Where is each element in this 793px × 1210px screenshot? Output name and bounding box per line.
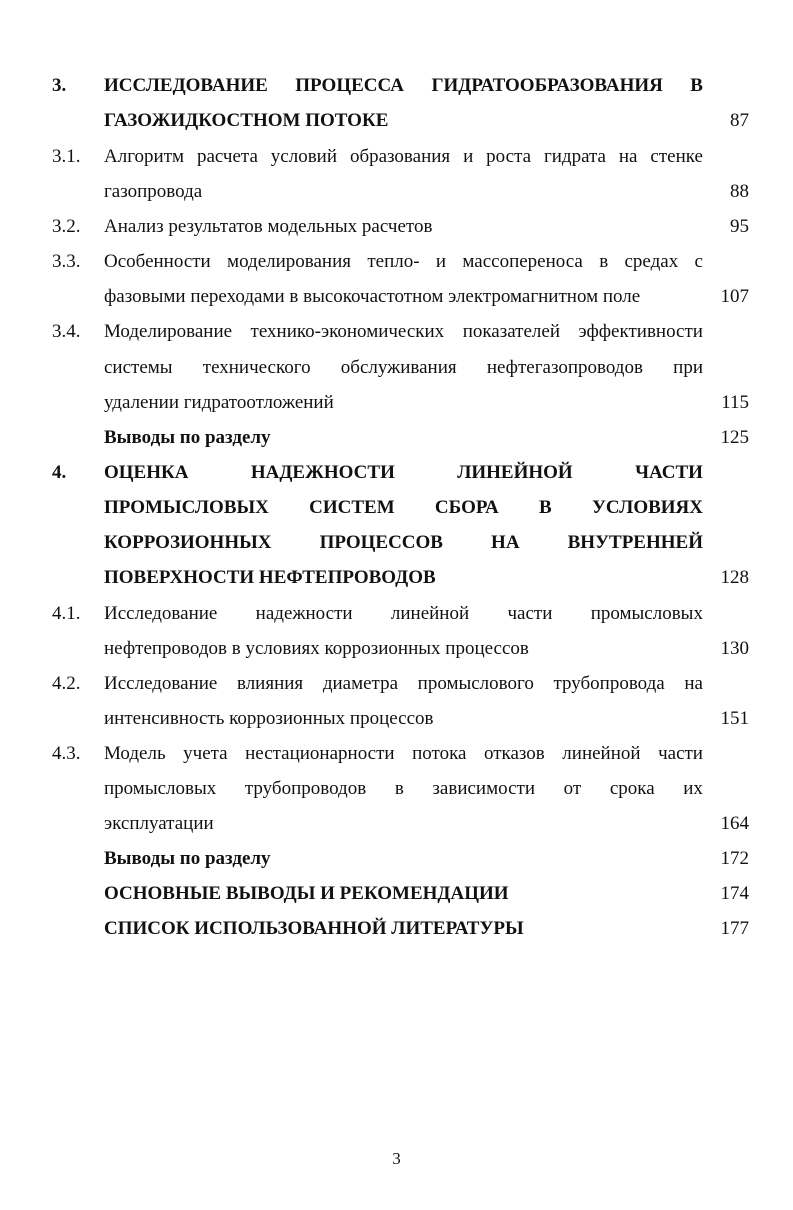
toc-entry-3-4-cont2 xyxy=(0,385,793,420)
entry-title-line: Особенности моделирования тепло- и массопереноса в средах с xyxy=(104,251,703,272)
entry-number: 4.1. xyxy=(52,603,81,624)
entry-number: 3.4. xyxy=(52,321,81,342)
toc-entry-4-cont xyxy=(0,490,793,525)
toc-entry-conclusions-4 xyxy=(0,841,793,876)
entry-page-number: 174 xyxy=(720,883,749,904)
entry-title-line: Исследование влияния диаметра промыслового трубопровода на xyxy=(104,673,703,694)
entry-page-number: 128 xyxy=(720,567,749,588)
toc-entry-3-3 xyxy=(0,244,793,279)
entry-title-line: ПОВЕРХНОСТИ НЕФТЕПРОВОДОВ xyxy=(104,567,436,588)
entry-title-line: Алгоритм расчета условий образования и роста гидрата на стенке xyxy=(104,146,703,167)
entry-page-number: 88 xyxy=(730,181,749,202)
entry-number: 3.1. xyxy=(52,146,81,167)
toc-entry-4-1 xyxy=(0,596,793,631)
toc-entry-4-1-cont xyxy=(0,631,793,666)
entry-page-number: 177 xyxy=(720,918,749,939)
toc-entry-4-3 xyxy=(0,736,793,771)
toc-entry-3-4 xyxy=(0,314,793,349)
entry-title-line: интенсивность коррозионных процессов xyxy=(104,708,434,729)
entry-page-number: 130 xyxy=(720,638,749,659)
toc-entry-4-cont2 xyxy=(0,525,793,560)
toc-entry-4 xyxy=(0,455,793,490)
entry-number: 4. xyxy=(52,462,67,483)
toc-entry-3-3-cont xyxy=(0,279,793,314)
entry-title-line: ИССЛЕДОВАНИЕ ПРОЦЕССА ГИДРАТООБРАЗОВАНИЯ В xyxy=(104,75,703,96)
toc-entry-3-4-cont xyxy=(0,350,793,385)
toc-entry-main-conclusions xyxy=(0,876,793,911)
toc-entry-4-cont3 xyxy=(0,560,793,595)
toc-entry-3 xyxy=(0,68,793,103)
entry-page-number: 125 xyxy=(720,427,749,448)
entry-title-line: системы технического обслуживания нефтегазопроводов при xyxy=(104,357,703,378)
entry-page-number: 107 xyxy=(720,286,749,307)
entry-number: 4.2. xyxy=(52,673,81,694)
entry-page-number: 164 xyxy=(720,813,749,834)
entry-number: 3.2. xyxy=(52,216,81,237)
entry-title-line: Исследование надежности линейной части промысловых xyxy=(104,603,703,624)
entry-title-line: эксплуатации xyxy=(104,813,214,834)
entry-title-line: газопровода xyxy=(104,181,203,202)
toc-entry-3-1-cont xyxy=(0,174,793,209)
entry-page-number: 172 xyxy=(720,848,749,869)
entry-title-line: фазовыми переходами в высокочастотном электромагнитном поле xyxy=(104,286,641,307)
entry-page-number: 151 xyxy=(720,708,749,729)
toc-entry-4-2-cont xyxy=(0,701,793,736)
entry-title-line: промысловых трубопроводов в зависимости от срока их xyxy=(104,778,703,799)
toc-entry-4-3-cont2 xyxy=(0,806,793,841)
entry-page-number: 95 xyxy=(730,216,749,237)
entry-title-line: удалении гидратоотложений xyxy=(104,392,334,413)
entry-title-line: СПИСОК ИСПОЛЬЗОВАННОЙ ЛИТЕРАТУРЫ xyxy=(104,918,524,939)
entry-title-line: ГАЗОЖИДКОСТНОМ ПОТОКЕ xyxy=(104,110,389,131)
entry-number: 3.3. xyxy=(52,251,81,272)
toc-entry-references xyxy=(0,911,793,946)
toc-entry-3-1 xyxy=(0,139,793,174)
entry-title-line: ОСНОВНЫЕ ВЫВОДЫ И РЕКОМЕНДАЦИИ xyxy=(104,883,509,904)
entry-title-line: КОРРОЗИОННЫХ ПРОЦЕССОВ НА ВНУТРЕННЕЙ xyxy=(104,532,703,553)
entry-title-line: Модель учета нестационарности потока отказов линейной части xyxy=(104,743,703,764)
toc-entry-conclusions-3 xyxy=(0,420,793,455)
entry-title-line: ПРОМЫСЛОВЫХ СИСТЕМ СБОРА В УСЛОВИЯХ xyxy=(104,497,703,518)
page-number-footer: 3 xyxy=(392,1149,401,1168)
toc-entry-3-2 xyxy=(0,209,793,244)
toc-entry-4-3-cont xyxy=(0,771,793,806)
entry-title-line: Анализ результатов модельных расчетов xyxy=(104,216,433,237)
entry-title-line: Моделирование технико-экономических показателей эффективности xyxy=(104,321,703,342)
entry-page-number: 115 xyxy=(721,392,749,413)
entry-title-line: Выводы по разделу xyxy=(104,848,271,869)
toc-entry-3-cont xyxy=(0,103,793,138)
entry-title-line: ОЦЕНКА НАДЕЖНОСТИ ЛИНЕЙНОЙ ЧАСТИ xyxy=(104,462,703,483)
entry-title-line: Выводы по разделу xyxy=(104,427,271,448)
entry-title-line: нефтепроводов в условиях коррозионных процессов xyxy=(104,638,529,659)
entry-page-number: 87 xyxy=(730,110,749,131)
toc-entry-4-2 xyxy=(0,666,793,701)
entry-number: 4.3. xyxy=(52,743,81,764)
entry-number: 3. xyxy=(52,75,67,96)
